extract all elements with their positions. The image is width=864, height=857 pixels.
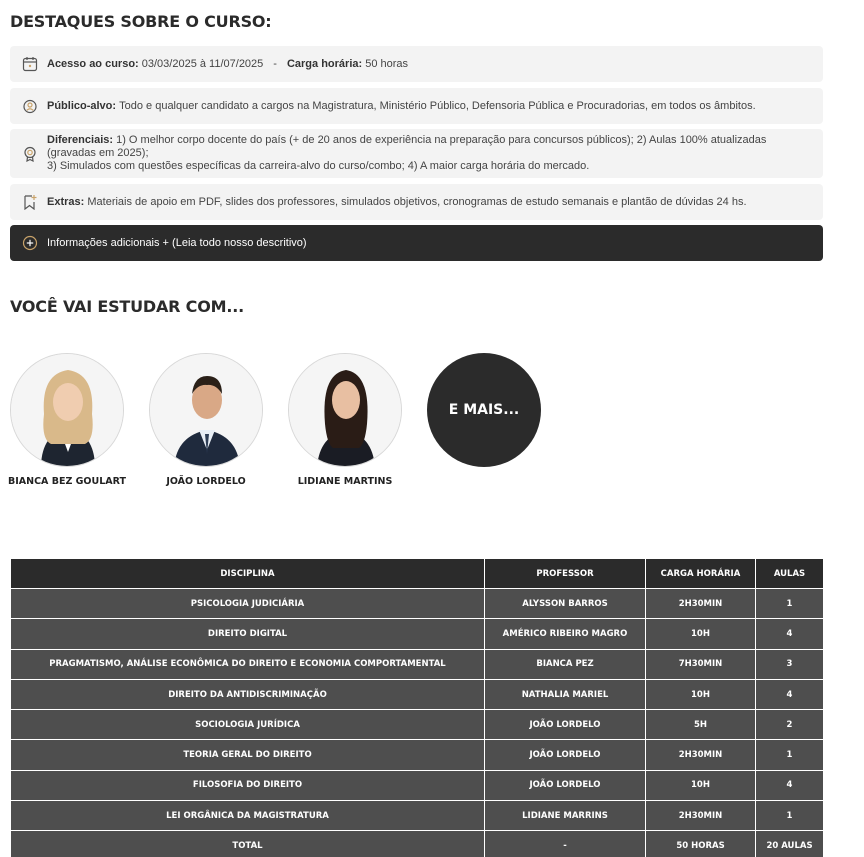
- cell-lessons: 3: [756, 649, 824, 679]
- more-teachers-button[interactable]: E MAIS...: [427, 353, 541, 467]
- cell-lessons: 4: [756, 679, 824, 709]
- cell-professor: BIANCA PEZ: [485, 649, 646, 679]
- total-workload: 50 HORAS: [646, 831, 756, 857]
- audience-info-box: [10, 88, 823, 124]
- cell-workload: 7H30MIN: [646, 649, 756, 679]
- access-label: Acesso ao curso:: [47, 57, 139, 70]
- cell-discipline: TEORIA GERAL DO DIREITO: [11, 740, 485, 770]
- cell-professor: AMÉRICO RIBEIRO MAGRO: [485, 619, 646, 649]
- plus-circle-icon: [22, 235, 38, 251]
- bookmark-plus-icon: [22, 194, 38, 210]
- audience-label: Público-alvo:: [47, 99, 117, 112]
- table-total-row: [11, 831, 824, 857]
- cell-discipline: SOCIOLOGIA JURÍDICA: [11, 710, 485, 740]
- cell-professor: JOÃO LORDELO: [485, 740, 646, 770]
- cell-workload: 2H30MIN: [646, 801, 756, 831]
- cell-discipline: DIREITO DA ANTIDISCRIMINAÇÃO: [11, 679, 485, 709]
- access-info-box: [10, 46, 823, 82]
- separator: -: [273, 57, 277, 70]
- access-value: 03/03/2025 à 11/07/2025: [141, 57, 264, 70]
- extras-info-box: [10, 184, 823, 220]
- teacher-name: JOÃO LORDELO: [166, 476, 246, 487]
- table-row: [11, 679, 824, 709]
- table-row: [11, 710, 824, 740]
- total-professor: -: [485, 831, 646, 857]
- teacher-card: [10, 353, 124, 487]
- cell-lessons: 1: [756, 589, 824, 619]
- cell-professor: JOÃO LORDELO: [485, 770, 646, 800]
- cell-workload: 10H: [646, 679, 756, 709]
- diff-value-2: 3) Simulados com questões específicas da carreira-alvo do curso/combo; 4) A maior carga horária do mercado.: [47, 160, 590, 172]
- extras-label: Extras:: [47, 195, 85, 208]
- cell-professor: LIDIANE MARRINS: [485, 801, 646, 831]
- highlights-title: DESTAQUES SOBRE O CURSO:: [10, 12, 272, 31]
- cell-professor: NATHALIA MARIEL: [485, 679, 646, 709]
- cell-workload: 2H30MIN: [646, 740, 756, 770]
- teachers-title: VOCÊ VAI ESTUDAR COM...: [10, 297, 244, 316]
- cell-lessons: 4: [756, 619, 824, 649]
- cell-discipline: PSICOLOGIA JUDICIÁRIA: [11, 589, 485, 619]
- cell-workload: 10H: [646, 770, 756, 800]
- more-info-toggle[interactable]: [10, 225, 823, 261]
- avatar: [288, 353, 402, 467]
- header-professor: PROFESSOR: [485, 559, 646, 589]
- cell-discipline: PRAGMATISMO, ANÁLISE ECONÔMICA DO DIREITO E ECONOMIA COMPORTAMENTAL: [11, 649, 485, 679]
- header-workload: CARGA HORÁRIA: [646, 559, 756, 589]
- medal-icon: [22, 146, 38, 162]
- total-lessons: 20 AULAS: [756, 831, 824, 857]
- audience-value: Todo e qualquer candidato a cargos na Magistratura, Ministério Público, Defensoria Pública e Procuradorias, em todos os âmbitos.: [119, 99, 756, 112]
- curriculum-table: [10, 558, 824, 857]
- table-row: [11, 740, 824, 770]
- cell-discipline: LEI ORGÂNICA DA MAGISTRATURA: [11, 801, 485, 831]
- cell-professor: JOÃO LORDELO: [485, 710, 646, 740]
- workload-value: 50 horas: [365, 57, 409, 70]
- cell-professor: ALYSSON BARROS: [485, 589, 646, 619]
- cell-lessons: 1: [756, 740, 824, 770]
- avatar: [149, 353, 263, 467]
- diff-label: Diferenciais:: [47, 134, 114, 146]
- extras-value: Materiais de apoio em PDF, slides dos professores, simulados objetivos, cronogramas de estudo semanais e plantão de dúvidas 24 hs.: [87, 195, 747, 208]
- table-row: [11, 801, 824, 831]
- calendar-icon: [22, 56, 38, 72]
- differentials-info-box: [10, 129, 823, 178]
- header-lessons: AULAS: [756, 559, 824, 589]
- cell-workload: 10H: [646, 619, 756, 649]
- cell-lessons: 2: [756, 710, 824, 740]
- cell-workload: 2H30MIN: [646, 589, 756, 619]
- more-info-label: Informações adicionais + (Leia todo nosso descritivo): [47, 236, 307, 249]
- header-discipline: DISCIPLINA: [11, 559, 485, 589]
- table-row: [11, 589, 824, 619]
- teacher-card: [149, 353, 263, 487]
- cell-workload: 5H: [646, 710, 756, 740]
- table-row: [11, 649, 824, 679]
- table-row: [11, 770, 824, 800]
- table-row: [11, 619, 824, 649]
- table-header-row: [11, 559, 824, 589]
- cell-discipline: DIREITO DIGITAL: [11, 619, 485, 649]
- cell-discipline: FILOSOFIA DO DIREITO: [11, 770, 485, 800]
- total-label: TOTAL: [11, 831, 485, 857]
- cell-lessons: 4: [756, 770, 824, 800]
- diff-value-1: 1) O melhor corpo docente do país (+ de 20 anos de experiência na preparação para concursos públicos); 2) Aulas 100% atualizadas (gravadas em 2025);: [47, 134, 767, 159]
- teacher-name: BIANCA BEZ GOULART: [8, 476, 126, 487]
- teacher-card: [288, 353, 402, 487]
- target-audience-icon: [22, 98, 38, 114]
- workload-label: Carga horária:: [286, 57, 363, 70]
- avatar: [10, 353, 124, 467]
- teacher-name: LIDIANE MARTINS: [297, 476, 393, 487]
- cell-lessons: 1: [756, 801, 824, 831]
